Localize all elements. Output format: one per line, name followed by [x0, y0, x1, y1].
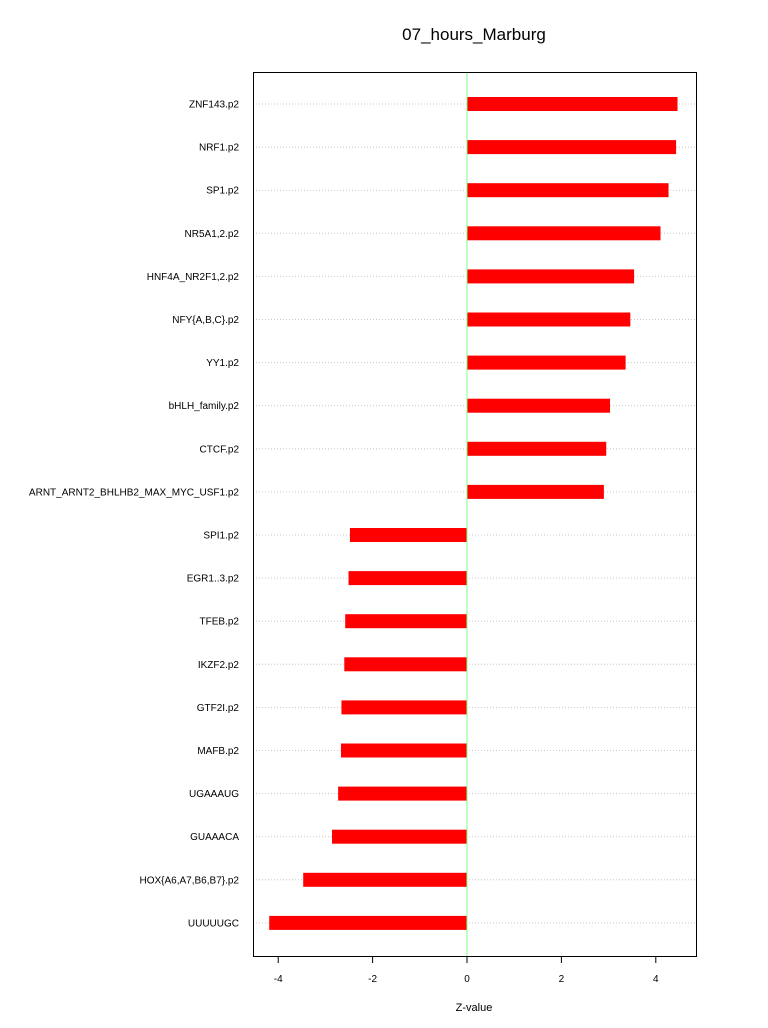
- category-label: MAFB.p2: [197, 746, 239, 757]
- bar: [467, 313, 630, 327]
- bar: [345, 614, 467, 628]
- category-label: ZNF143.p2: [188, 99, 239, 111]
- category-label: CTCF.p2: [199, 444, 239, 456]
- category-label: NRF1.p2: [198, 142, 239, 154]
- bar: [467, 97, 678, 111]
- category-label: HOX{A6,A7,B6,B7}.p2: [139, 875, 239, 887]
- bar: [303, 873, 467, 887]
- bar: [467, 269, 634, 283]
- bar: [269, 916, 467, 930]
- category-label: bHLH_family.p2: [168, 401, 239, 413]
- category-label: HNF4A_NR2F1,2.p2: [146, 271, 239, 283]
- bar: [467, 226, 661, 240]
- category-label: GTF2I.p2: [196, 702, 239, 714]
- x-tick-label: 0: [464, 974, 470, 985]
- bar: [341, 744, 467, 758]
- category-label: NFY{A,B,C}.p2: [172, 315, 239, 326]
- category-label: EGR1..3.p2: [186, 573, 239, 585]
- bar: [467, 399, 610, 413]
- bar: [467, 356, 626, 370]
- x-axis-label: Z-value: [455, 1002, 493, 1014]
- x-tick-label: -4: [273, 974, 283, 985]
- category-label: ARNT_ARNT2_BHLHB2_MAX_MYC_USF1.p2: [28, 487, 239, 499]
- chart-title: 07_hours_Marburg: [402, 25, 546, 44]
- category-label: TFEB.p2: [199, 616, 239, 628]
- category-label: YY1.p2: [206, 358, 239, 370]
- bar: [467, 140, 676, 154]
- bar: [332, 830, 467, 844]
- category-labels: [29, 100, 240, 930]
- x-tick-label: -2: [368, 974, 378, 985]
- x-tick-label: 2: [558, 974, 565, 985]
- category-label: IKZF2.p2: [197, 659, 239, 671]
- bar: [344, 657, 467, 671]
- x-tick-label: 4: [653, 974, 659, 985]
- category-label: UGAAAUG: [188, 789, 239, 801]
- category-label: GUAAACA: [190, 832, 239, 844]
- bar: [350, 528, 467, 542]
- category-label: SP1.p2: [206, 185, 239, 197]
- bars: [269, 97, 677, 930]
- bar: [467, 183, 669, 197]
- bar: [338, 787, 467, 801]
- bar: [341, 700, 467, 714]
- category-label: NR5A1,2.p2: [184, 228, 239, 240]
- bar: [467, 442, 606, 456]
- category-label: SPI1.p2: [203, 530, 239, 542]
- category-label: UUUUUGC: [187, 918, 239, 930]
- bar: [349, 571, 467, 585]
- plot-frame: [254, 73, 697, 957]
- x-axis: [274, 956, 659, 985]
- bar: [467, 485, 604, 499]
